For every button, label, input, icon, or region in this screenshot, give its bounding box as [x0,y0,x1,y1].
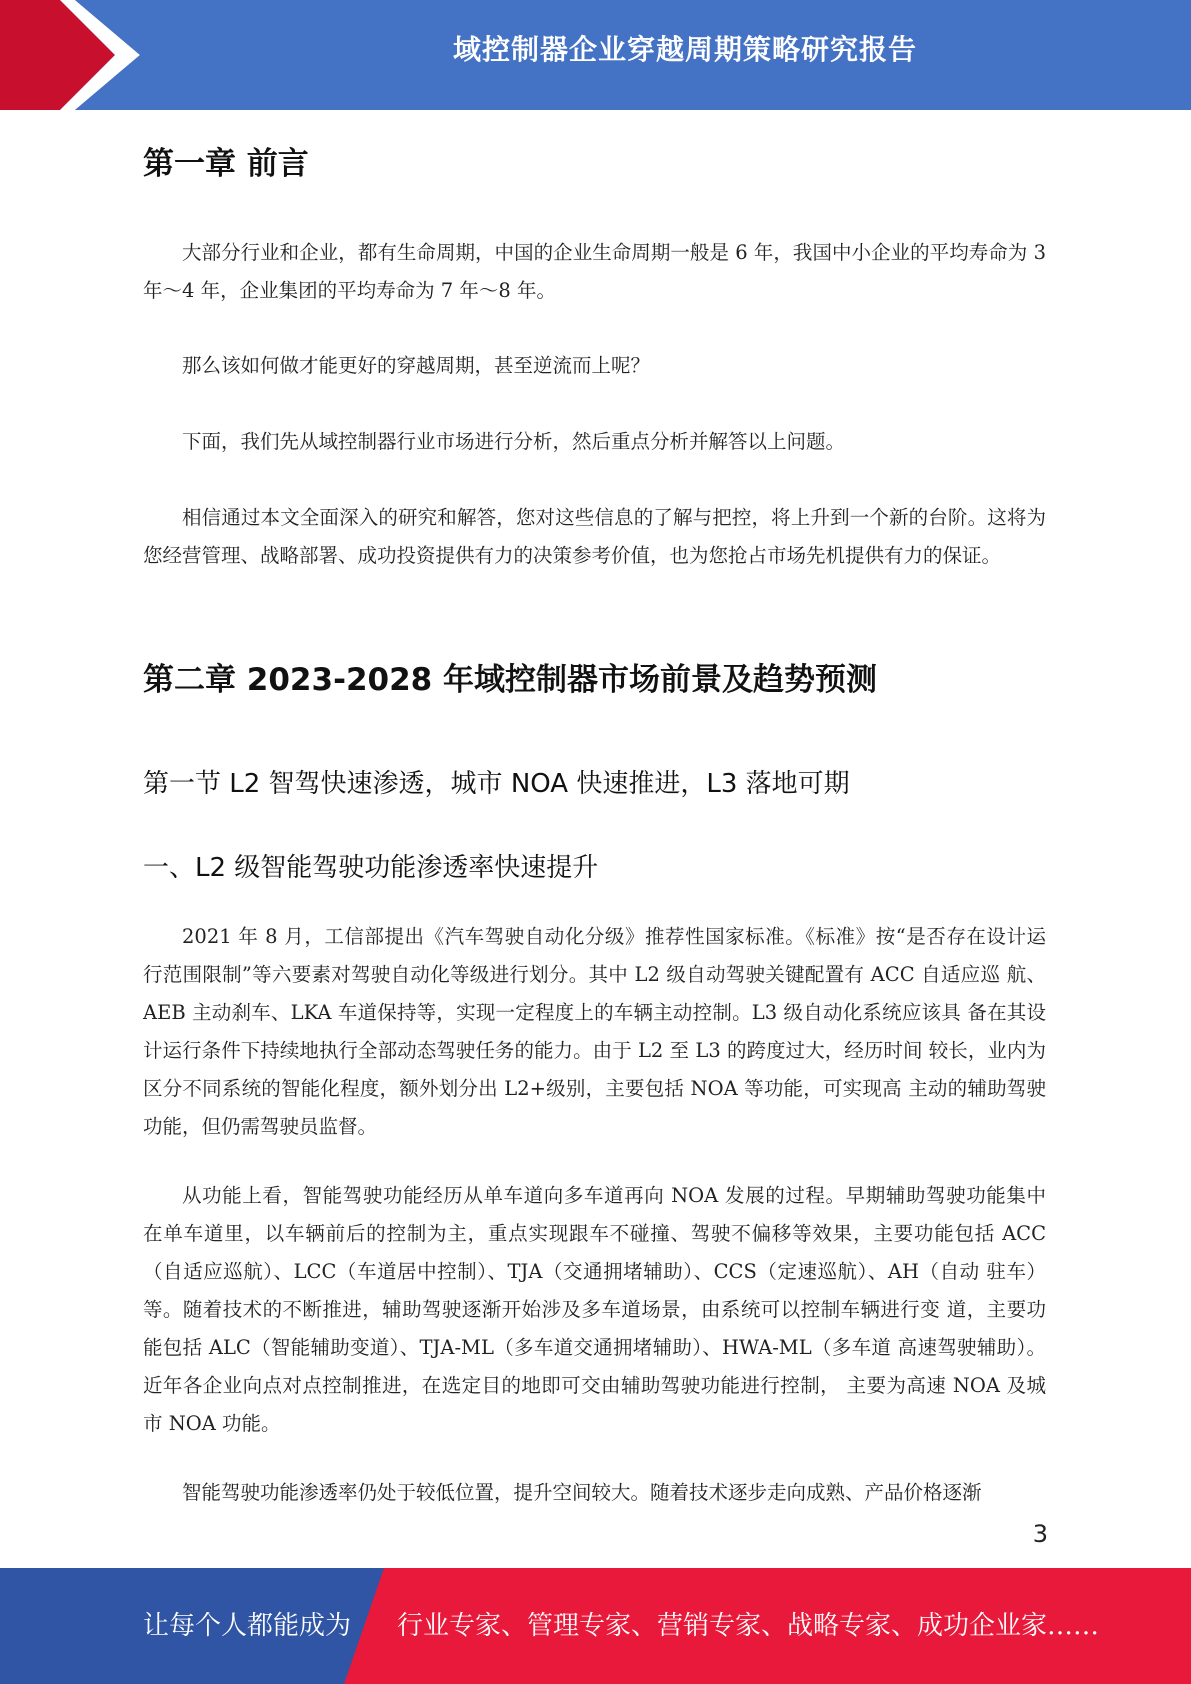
page-header [0,0,1191,110]
subsection-1-heading: 一、L2 级智能驾驶功能渗透率快速提升 [143,853,599,883]
subsection-paragraph: 2021 年 8 月，工信部提出《汽车驾驶自动化分级》推荐性国家标准。《标准》按“是否存在设计运 行范围限制”等六要素对驾驶自动化等级进行划分。其中 L2 级自动驾驶关键配置有 ACC 自适应巡 航、AEB 主动刹车、LKA 车道保持等，实现一定程度上的车辆主动控制。L3 级自动化系统应该具 备在其设计运行条件下持续地执行全部动态驾驶任务的能力。由于 L2 至 L3 的跨度过大，经历时间 较长，业内为区分不同系统的智能化程度，额外划分出 L2+级别，主要包括 NOA 等功能，可实现高 主动的辅助驾驶功能，但仍需驾驶员监督。 [143,925,1046,1138]
report-title: 域控制器企业穿越周期策略研究报告 [452,33,917,66]
header-arrow-decoration [0,0,160,110]
subsection-paragraph: 从功能上看，智能驾驶功能经历从单车道向多车道再向 NOA 发展的过程。早期辅助驾驶功能集中 在单车道里，以车辆前后的控制为主，重点实现跟车不碰撞、驾驶不偏移等效果，主要功能包括 ACC （自适应巡航）、LCC（车道居中控制）、TJA（交通拥堵辅助）、CCS（定速巡航）、AH（自动 驻车）等。随着技术的不断推进，辅助驾驶逐渐开始涉及多车道场景，由系统可以控制车辆进行变 道，主要功能包括 ALC（智能辅助变道）、TJA-ML（多车道交通拥堵辅助）、HWA-ML（多车道 高速驾驶辅助）。近年各企业向点对点控制推进，在选定目的地即可交由辅助驾驶功能进行控制， 主要为高速 NOA 及城市 NOA 功能。 [143,1184,1046,1435]
chapter-1-heading: 第一章 前言 [143,146,309,182]
chapter-2-heading: 第二章 2023-2028 年域控制器市场前景及趋势预测 [143,662,878,698]
page-footer [0,1568,1191,1684]
page-number: 3 [1032,1520,1048,1548]
chapter-1-paragraph: 相信通过本文全面深入的研究和解答，您对这些信息的了解与把控，将上升到一个新的台阶。这将为您经营管理、战略部署、成功投资提供有力的决策参考价值，也为您抢占市场先机提供有力的保证。 [143,506,1046,567]
section-1-heading: 第一节 L2 智驾快速渗透，城市 NOA 快速推进，L3 落地可期 [143,769,850,799]
footer-slogan-left: 让每个人都能成为 [143,1611,352,1641]
chapter-1-paragraph: 那么该如何做才能更好的穿越周期，甚至逆流而上呢？ [182,354,651,377]
chapter-1-paragraph: 大部分行业和企业，都有生命周期，中国的企业生命周期一般是 6 年，我国中小企业的平均寿命为 3 年～4 年，企业集团的平均寿命为 7 年～8 年。 [143,241,1046,302]
chapter-1-paragraph: 下面，我们先从域控制器行业市场进行分析，然后重点分析并解答以上问题。 [182,430,846,453]
subsection-paragraph: 智能驾驶功能渗透率仍处于较低位置，提升空间较大。随着技术逐步走向成熟、产品价格逐渐 [182,1481,982,1504]
footer-slogan-right: 行业专家、管理专家、营销专家、战略专家、成功企业家…… [397,1611,1100,1641]
